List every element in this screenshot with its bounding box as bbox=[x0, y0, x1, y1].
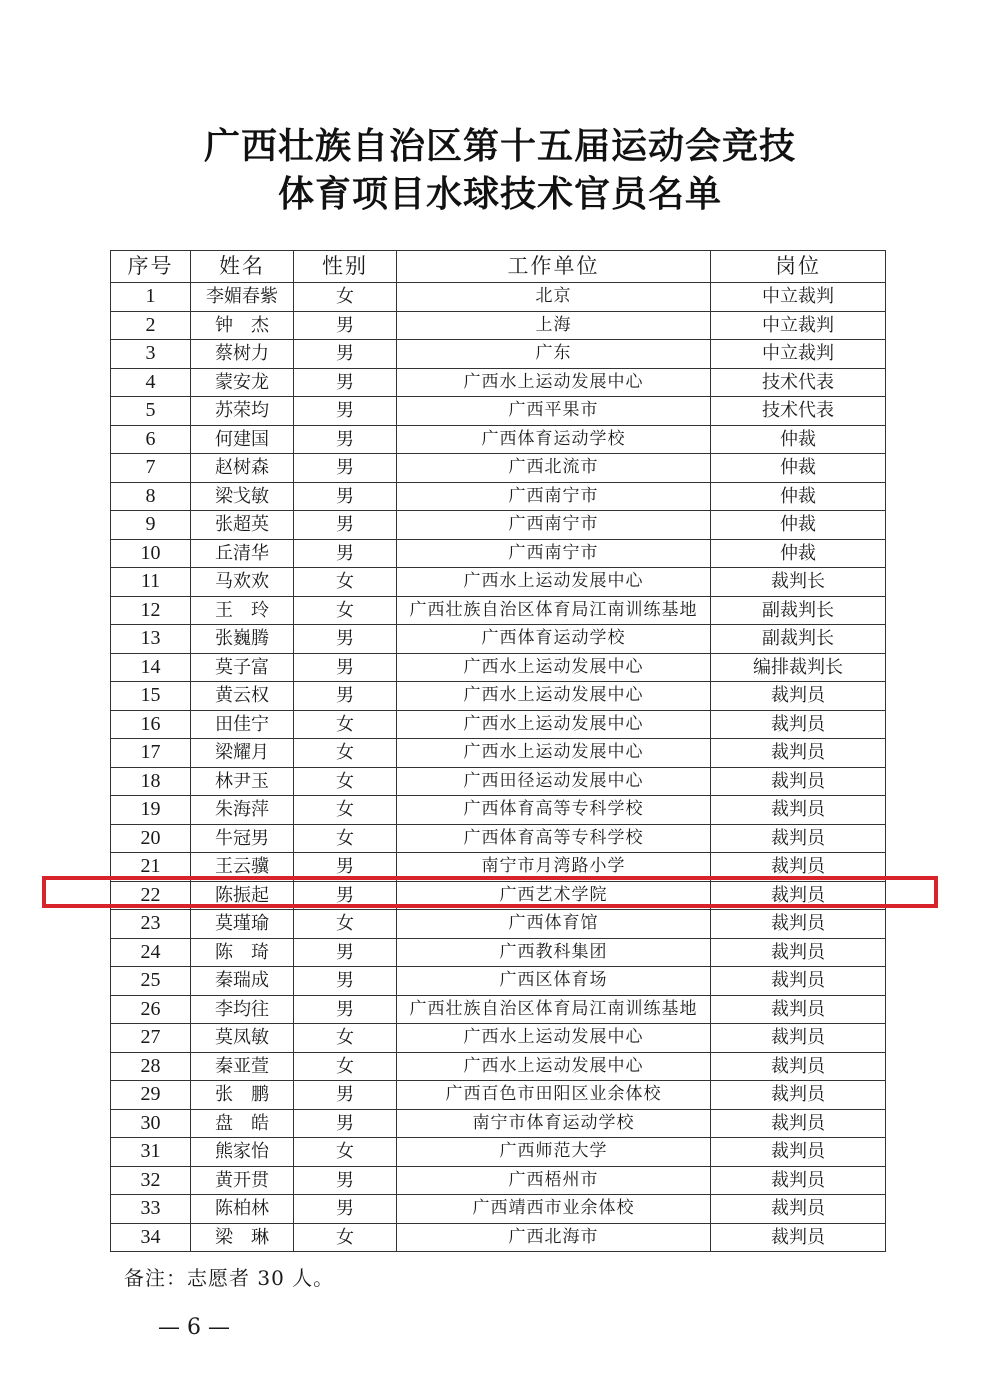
table-row bbox=[111, 1024, 886, 1053]
cell-index: 6 bbox=[111, 425, 191, 454]
cell-gender: 男 bbox=[294, 625, 397, 654]
cell-gender: 女 bbox=[294, 568, 397, 597]
table-row bbox=[111, 824, 886, 853]
cell-name: 李均往 bbox=[191, 995, 294, 1024]
cell-work-unit: 广西水上运动发展中心 bbox=[397, 368, 711, 397]
cell-gender: 男 bbox=[294, 511, 397, 540]
cell-index: 27 bbox=[111, 1024, 191, 1053]
table-row bbox=[111, 539, 886, 568]
cell-name: 张 鹏 bbox=[191, 1081, 294, 1110]
cell-gender: 男 bbox=[294, 340, 397, 369]
cell-gender: 女 bbox=[294, 910, 397, 939]
table-row bbox=[111, 853, 886, 882]
cell-index: 30 bbox=[111, 1109, 191, 1138]
cell-name: 黄云权 bbox=[191, 682, 294, 711]
cell-work-unit: 广东 bbox=[397, 340, 711, 369]
header-position: 岗位 bbox=[711, 251, 886, 283]
table-row bbox=[111, 596, 886, 625]
cell-gender: 女 bbox=[294, 1223, 397, 1252]
cell-name: 王 玲 bbox=[191, 596, 294, 625]
cell-index: 18 bbox=[111, 767, 191, 796]
cell-position: 裁判员 bbox=[711, 995, 886, 1024]
cell-name: 钟 杰 bbox=[191, 311, 294, 340]
table-row bbox=[111, 653, 886, 682]
cell-name: 马欢欢 bbox=[191, 568, 294, 597]
cell-name: 朱海萍 bbox=[191, 796, 294, 825]
table-row bbox=[111, 910, 886, 939]
cell-gender: 男 bbox=[294, 311, 397, 340]
cell-work-unit: 广西水上运动发展中心 bbox=[397, 653, 711, 682]
cell-position: 裁判员 bbox=[711, 1223, 886, 1252]
cell-position: 中立裁判 bbox=[711, 283, 886, 312]
table-row bbox=[111, 482, 886, 511]
cell-name: 莫子富 bbox=[191, 653, 294, 682]
officials-table bbox=[110, 250, 886, 1252]
table-row bbox=[111, 1138, 886, 1167]
cell-position: 裁判员 bbox=[711, 682, 886, 711]
cell-index: 19 bbox=[111, 796, 191, 825]
cell-position: 裁判员 bbox=[711, 710, 886, 739]
cell-name: 苏荣均 bbox=[191, 397, 294, 426]
cell-position: 副裁判长 bbox=[711, 596, 886, 625]
cell-position: 裁判员 bbox=[711, 1166, 886, 1195]
table-row bbox=[111, 1052, 886, 1081]
header-index: 序号 bbox=[111, 251, 191, 283]
cell-position: 仲裁 bbox=[711, 425, 886, 454]
cell-work-unit: 广西师范大学 bbox=[397, 1138, 711, 1167]
cell-name: 梁戈敏 bbox=[191, 482, 294, 511]
table-row bbox=[111, 425, 886, 454]
cell-position: 仲裁 bbox=[711, 454, 886, 483]
cell-position: 裁判员 bbox=[711, 1081, 886, 1110]
cell-gender: 男 bbox=[294, 368, 397, 397]
cell-index: 8 bbox=[111, 482, 191, 511]
cell-position: 裁判员 bbox=[711, 767, 886, 796]
cell-position: 裁判员 bbox=[711, 1024, 886, 1053]
cell-gender: 女 bbox=[294, 1138, 397, 1167]
cell-gender: 男 bbox=[294, 995, 397, 1024]
table-row bbox=[111, 511, 886, 540]
cell-index: 24 bbox=[111, 938, 191, 967]
cell-position: 副裁判长 bbox=[711, 625, 886, 654]
cell-work-unit: 广西水上运动发展中心 bbox=[397, 710, 711, 739]
cell-position: 中立裁判 bbox=[711, 311, 886, 340]
cell-gender: 女 bbox=[294, 710, 397, 739]
cell-gender: 男 bbox=[294, 397, 397, 426]
cell-gender: 男 bbox=[294, 482, 397, 511]
cell-name: 林尹玉 bbox=[191, 767, 294, 796]
header-gender: 性别 bbox=[294, 251, 397, 283]
table-row bbox=[111, 1166, 886, 1195]
cell-work-unit: 广西壮族自治区体育局江南训练基地 bbox=[397, 995, 711, 1024]
cell-name: 莫凤敏 bbox=[191, 1024, 294, 1053]
cell-index: 10 bbox=[111, 539, 191, 568]
cell-gender: 男 bbox=[294, 1081, 397, 1110]
cell-position: 裁判员 bbox=[711, 881, 886, 910]
cell-position: 裁判员 bbox=[711, 967, 886, 996]
cell-work-unit: 南宁市体育运动学校 bbox=[397, 1109, 711, 1138]
cell-index: 31 bbox=[111, 1138, 191, 1167]
cell-position: 裁判员 bbox=[711, 910, 886, 939]
cell-gender: 男 bbox=[294, 425, 397, 454]
cell-position: 仲裁 bbox=[711, 482, 886, 511]
document-title-line-1: 广西壮族自治区第十五届运动会竞技 bbox=[203, 126, 796, 167]
cell-position: 裁判员 bbox=[711, 938, 886, 967]
cell-gender: 男 bbox=[294, 653, 397, 682]
cell-name: 黄开贯 bbox=[191, 1166, 294, 1195]
header-name: 姓名 bbox=[191, 251, 294, 283]
cell-name: 熊家怡 bbox=[191, 1138, 294, 1167]
cell-index: 33 bbox=[111, 1195, 191, 1224]
table-row bbox=[111, 1223, 886, 1252]
remark-note: 备注：志愿者 30 人。 bbox=[124, 1266, 335, 1290]
cell-index: 11 bbox=[111, 568, 191, 597]
cell-name: 丘清华 bbox=[191, 539, 294, 568]
cell-position: 裁判员 bbox=[711, 853, 886, 882]
cell-position: 技术代表 bbox=[711, 397, 886, 426]
table-row bbox=[111, 767, 886, 796]
cell-index: 17 bbox=[111, 739, 191, 768]
cell-position: 编排裁判长 bbox=[711, 653, 886, 682]
cell-name: 盘 皓 bbox=[191, 1109, 294, 1138]
table-row bbox=[111, 1081, 886, 1110]
cell-index: 21 bbox=[111, 853, 191, 882]
cell-index: 25 bbox=[111, 967, 191, 996]
table-row bbox=[111, 397, 886, 426]
table-row bbox=[111, 1109, 886, 1138]
cell-work-unit: 广西平果市 bbox=[397, 397, 711, 426]
cell-index: 32 bbox=[111, 1166, 191, 1195]
table-row bbox=[111, 938, 886, 967]
cell-work-unit: 广西南宁市 bbox=[397, 511, 711, 540]
cell-index: 5 bbox=[111, 397, 191, 426]
page-number: — 6 — bbox=[158, 1315, 230, 1340]
cell-name: 梁耀月 bbox=[191, 739, 294, 768]
cell-work-unit: 广西靖西市业余体校 bbox=[397, 1195, 711, 1224]
table-row bbox=[111, 625, 886, 654]
table-row bbox=[111, 340, 886, 369]
table-row bbox=[111, 995, 886, 1024]
cell-index: 29 bbox=[111, 1081, 191, 1110]
cell-index: 22 bbox=[111, 881, 191, 910]
cell-position: 裁判员 bbox=[711, 796, 886, 825]
cell-work-unit: 广西区体育场 bbox=[397, 967, 711, 996]
cell-work-unit: 广西水上运动发展中心 bbox=[397, 682, 711, 711]
cell-name: 张超英 bbox=[191, 511, 294, 540]
cell-work-unit: 广西田径运动发展中心 bbox=[397, 767, 711, 796]
cell-work-unit: 广西水上运动发展中心 bbox=[397, 568, 711, 597]
cell-gender: 女 bbox=[294, 739, 397, 768]
table-body bbox=[111, 283, 886, 1252]
cell-position: 仲裁 bbox=[711, 511, 886, 540]
cell-work-unit: 广西南宁市 bbox=[397, 539, 711, 568]
table-row bbox=[111, 967, 886, 996]
cell-work-unit: 广西艺术学院 bbox=[397, 881, 711, 910]
cell-index: 14 bbox=[111, 653, 191, 682]
table-row bbox=[111, 796, 886, 825]
cell-index: 13 bbox=[111, 625, 191, 654]
header-work-unit: 工作单位 bbox=[397, 251, 711, 283]
cell-name: 秦亚萱 bbox=[191, 1052, 294, 1081]
cell-work-unit: 南宁市月湾路小学 bbox=[397, 853, 711, 882]
cell-work-unit: 广西水上运动发展中心 bbox=[397, 1024, 711, 1053]
cell-index: 28 bbox=[111, 1052, 191, 1081]
table-row bbox=[111, 283, 886, 312]
table-row bbox=[111, 739, 886, 768]
cell-name: 陈 琦 bbox=[191, 938, 294, 967]
cell-name: 秦瑞成 bbox=[191, 967, 294, 996]
cell-index: 9 bbox=[111, 511, 191, 540]
table-row bbox=[111, 568, 886, 597]
cell-name: 陈振起 bbox=[191, 881, 294, 910]
cell-index: 1 bbox=[111, 283, 191, 312]
cell-index: 2 bbox=[111, 311, 191, 340]
cell-gender: 男 bbox=[294, 539, 397, 568]
cell-gender: 男 bbox=[294, 881, 397, 910]
cell-name: 陈柏林 bbox=[191, 1195, 294, 1224]
cell-work-unit: 广西水上运动发展中心 bbox=[397, 1052, 711, 1081]
table-header-row bbox=[111, 251, 886, 283]
cell-index: 16 bbox=[111, 710, 191, 739]
cell-position: 裁判长 bbox=[711, 568, 886, 597]
cell-gender: 男 bbox=[294, 853, 397, 882]
cell-index: 23 bbox=[111, 910, 191, 939]
cell-position: 裁判员 bbox=[711, 1052, 886, 1081]
document-title-line-2: 体育项目水球技术官员名单 bbox=[277, 174, 722, 215]
cell-name: 牛冠男 bbox=[191, 824, 294, 853]
cell-gender: 女 bbox=[294, 596, 397, 625]
cell-position: 仲裁 bbox=[711, 539, 886, 568]
cell-gender: 男 bbox=[294, 682, 397, 711]
table-row bbox=[111, 710, 886, 739]
cell-index: 12 bbox=[111, 596, 191, 625]
cell-work-unit: 广西壮族自治区体育局江南训练基地 bbox=[397, 596, 711, 625]
cell-work-unit: 广西南宁市 bbox=[397, 482, 711, 511]
cell-work-unit: 广西体育馆 bbox=[397, 910, 711, 939]
cell-name: 李媚春紫 bbox=[191, 283, 294, 312]
cell-index: 26 bbox=[111, 995, 191, 1024]
cell-position: 中立裁判 bbox=[711, 340, 886, 369]
cell-index: 4 bbox=[111, 368, 191, 397]
cell-name: 张巍腾 bbox=[191, 625, 294, 654]
cell-gender: 女 bbox=[294, 796, 397, 825]
cell-index: 34 bbox=[111, 1223, 191, 1252]
cell-work-unit: 广西水上运动发展中心 bbox=[397, 739, 711, 768]
cell-work-unit: 广西北流市 bbox=[397, 454, 711, 483]
table-row bbox=[111, 368, 886, 397]
cell-name: 蒙安龙 bbox=[191, 368, 294, 397]
cell-index: 15 bbox=[111, 682, 191, 711]
cell-index: 3 bbox=[111, 340, 191, 369]
cell-name: 梁 琳 bbox=[191, 1223, 294, 1252]
cell-work-unit: 广西体育运动学校 bbox=[397, 625, 711, 654]
cell-work-unit: 广西梧州市 bbox=[397, 1166, 711, 1195]
cell-work-unit: 广西教科集团 bbox=[397, 938, 711, 967]
cell-name: 赵树森 bbox=[191, 454, 294, 483]
cell-position: 裁判员 bbox=[711, 824, 886, 853]
cell-name: 田佳宁 bbox=[191, 710, 294, 739]
table-row bbox=[111, 682, 886, 711]
table-row bbox=[111, 311, 886, 340]
cell-gender: 女 bbox=[294, 767, 397, 796]
cell-gender: 男 bbox=[294, 1109, 397, 1138]
cell-gender: 女 bbox=[294, 283, 397, 312]
cell-name: 何建国 bbox=[191, 425, 294, 454]
cell-index: 20 bbox=[111, 824, 191, 853]
cell-work-unit: 广西北海市 bbox=[397, 1223, 711, 1252]
table-row bbox=[111, 881, 886, 910]
cell-index: 7 bbox=[111, 454, 191, 483]
cell-position: 裁判员 bbox=[711, 1195, 886, 1224]
cell-gender: 女 bbox=[294, 1052, 397, 1081]
cell-gender: 男 bbox=[294, 1195, 397, 1224]
cell-work-unit: 广西体育高等专科学校 bbox=[397, 824, 711, 853]
table-row bbox=[111, 1195, 886, 1224]
cell-gender: 男 bbox=[294, 938, 397, 967]
cell-work-unit: 广西体育运动学校 bbox=[397, 425, 711, 454]
cell-position: 技术代表 bbox=[711, 368, 886, 397]
cell-name: 蔡树力 bbox=[191, 340, 294, 369]
cell-gender: 女 bbox=[294, 824, 397, 853]
table-row bbox=[111, 454, 886, 483]
cell-gender: 女 bbox=[294, 1024, 397, 1053]
cell-position: 裁判员 bbox=[711, 1109, 886, 1138]
cell-name: 王云骥 bbox=[191, 853, 294, 882]
cell-work-unit: 广西体育高等专科学校 bbox=[397, 796, 711, 825]
cell-position: 裁判员 bbox=[711, 739, 886, 768]
cell-gender: 男 bbox=[294, 1166, 397, 1195]
cell-work-unit: 上海 bbox=[397, 311, 711, 340]
cell-work-unit: 北京 bbox=[397, 283, 711, 312]
cell-work-unit: 广西百色市田阳区业余体校 bbox=[397, 1081, 711, 1110]
cell-name: 莫瑾瑜 bbox=[191, 910, 294, 939]
cell-gender: 男 bbox=[294, 454, 397, 483]
cell-gender: 男 bbox=[294, 967, 397, 996]
cell-position: 裁判员 bbox=[711, 1138, 886, 1167]
